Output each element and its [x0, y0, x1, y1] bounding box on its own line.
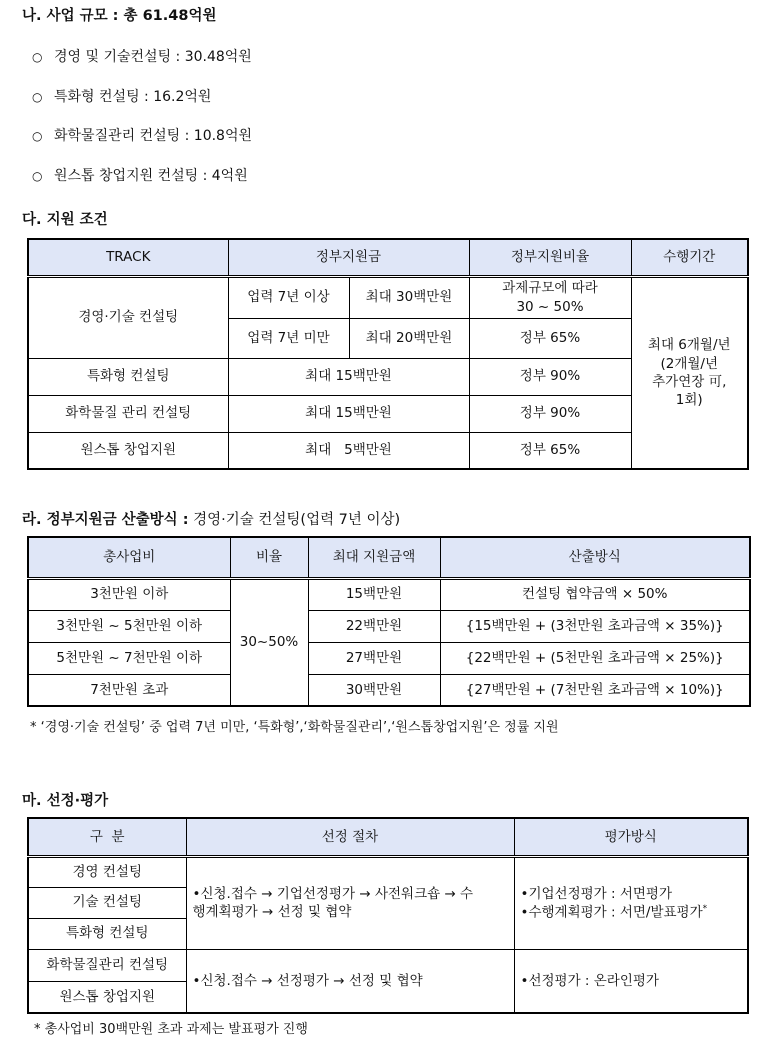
table-row: 3천만원 이하 30~50% 15백만원 컨설팅 협약금액 × 50% — [28, 578, 750, 610]
list-item: ○ 특화형 컨설팅 : 16.2억원 — [32, 89, 212, 105]
track-specialized: 특화형 컨설팅 — [28, 358, 228, 395]
section-title-support-conditions: 다. 지원 조건 — [22, 212, 108, 228]
section-title-selection: 마. 선정·평가 — [22, 793, 109, 809]
header-total-cost: 총사업비 — [28, 537, 230, 578]
ratio-65: 정부 65% — [469, 318, 631, 358]
list-item: ○ 원스톱 창업지원 컨설팅 : 4억원 — [32, 168, 248, 184]
header-track: TRACK — [28, 239, 228, 276]
max-15m: 최대 15백만원 — [228, 358, 469, 395]
section-title-business-scale: 나. 사업 규모 : 총 61.48억원 — [22, 8, 217, 24]
selection-note: * 총사업비 30백만원 초과 과제는 발표평가 진행 — [34, 1022, 308, 1037]
ratio-90: 정부 90% — [469, 395, 631, 432]
header-ratio: 비율 — [230, 537, 308, 578]
track-onestop: 원스톱 창업지원 — [28, 432, 228, 469]
category-chemical: 화학물질관리 컨설팅 — [28, 949, 186, 981]
circle-bullet-icon: ○ — [32, 129, 43, 143]
evaluation-group1: •기업선정평가 : 서면평가 •수행계획평가 : 서면/발표평가* — [514, 856, 748, 949]
header-category: 구 분 — [28, 818, 186, 856]
calculation-table — [27, 536, 751, 707]
header-period: 수행기간 — [631, 239, 748, 276]
circle-bullet-icon: ○ — [32, 169, 43, 183]
header-evaluation: 평가방식 — [514, 818, 748, 856]
max-20m: 최대 20백만원 — [349, 318, 469, 358]
header-max-support: 최대 지원금액 — [308, 537, 440, 578]
header-procedure: 선정 절차 — [186, 818, 514, 856]
table-row: 5천만원 ~ 7천만원 이하 27백만원 {22백만원 + (5천만원 초과금액 × 25%)} — [28, 642, 750, 674]
ratio-by-scale: 과제규모에 따라 30 ~ 50% — [469, 276, 631, 318]
header-gov-ratio: 정부지원비율 — [469, 239, 631, 276]
track-chemical: 화학물질 관리 컨설팅 — [28, 395, 228, 432]
table-row: 3천만원 ~ 5천만원 이하 22백만원 {15백만원 + (3천만원 초과금액 × 35%)} — [28, 610, 750, 642]
category-specialized: 특화형 컨설팅 — [28, 918, 186, 949]
ratio-range: 30~50% — [230, 578, 308, 706]
category-mgmt: 경영 컨설팅 — [28, 856, 186, 887]
track-mgmt-tech: 경영·기술 컨설팅 — [28, 276, 228, 358]
procedure-group2: •신청.접수 → 선정평가 → 선정 및 협약 — [186, 949, 514, 1013]
header-method: 산출방식 — [440, 537, 750, 578]
circle-bullet-icon: ○ — [32, 50, 43, 64]
section-title-calculation: 라. 정부지원금 산출방식 : 경영·기술 컨설팅(업력 7년 이상) — [22, 512, 401, 528]
header-gov-support: 정부지원금 — [228, 239, 469, 276]
ratio-65: 정부 65% — [469, 432, 631, 469]
procedure-group1: •신청.접수 → 기업선정평가 → 사전워크숍 → 수 행계획평가 → 선정 및 협약 — [186, 856, 514, 949]
list-item: ○ 경영 및 기술컨설팅 : 30.48억원 — [32, 49, 252, 65]
evaluation-group2: •선정평가 : 온라인평가 — [514, 949, 748, 1013]
selection-table — [27, 817, 749, 1014]
section-subtitle: 경영·기술 컨설팅(업력 7년 이상) — [188, 512, 401, 528]
ratio-90: 정부 90% — [469, 358, 631, 395]
career-under-7y: 업력 7년 미만 — [228, 318, 349, 358]
table-row: 7천만원 초과 30백만원 {27백만원 + (7천만원 초과금액 × 10%)} — [28, 674, 750, 706]
footnote-mark: * — [702, 903, 708, 914]
career-7y-plus: 업력 7년 이상 — [228, 276, 349, 318]
support-conditions-table — [27, 238, 749, 470]
calculation-note: * ‘경영·기술 컨설팅’ 중 업력 7년 미만, ‘특화형’,‘화학물질관리’,‘원스톱창업지원’은 정률 지원 — [30, 720, 559, 735]
max-15m: 최대 15백만원 — [228, 395, 469, 432]
list-item: ○ 화학물질관리 컨설팅 : 10.8억원 — [32, 128, 253, 144]
category-onestop: 원스톱 창업지원 — [28, 981, 186, 1013]
period-cell: 최대 6개월/년 (2개월/년 추가연장 可, 1회) — [631, 276, 748, 469]
circle-bullet-icon: ○ — [32, 90, 43, 104]
max-30m: 최대 30백만원 — [349, 276, 469, 318]
category-tech: 기술 컨설팅 — [28, 887, 186, 918]
max-5m: 최대 5백만원 — [228, 432, 469, 469]
